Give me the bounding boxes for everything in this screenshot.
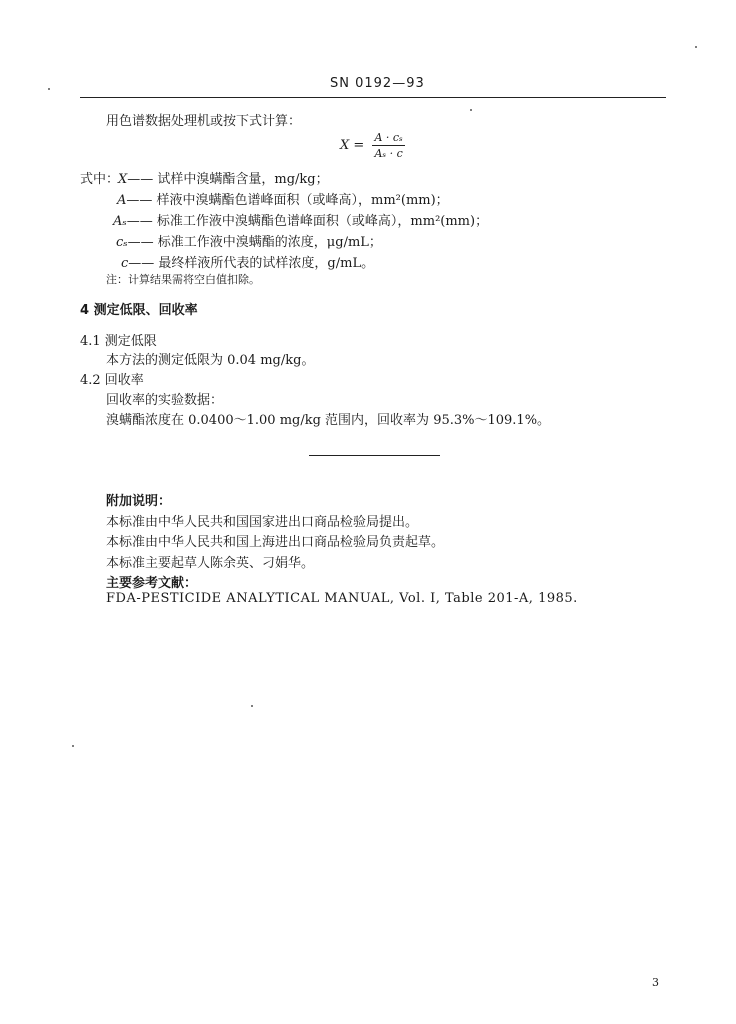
- section-4-2-text-1: 回收率的实验数据：: [106, 393, 224, 408]
- scan-speck: [470, 109, 472, 111]
- definition-text: —— 标准工作液中溴螨酯的浓度，μg/mL；: [127, 235, 382, 250]
- standard-code-header: SN 0192—93: [330, 76, 425, 91]
- definition-symbol: Aₛ: [113, 214, 127, 229]
- formula-denominator: Aₛ · c: [374, 147, 403, 160]
- appendix-title: 附加说明：: [106, 494, 172, 509]
- formula: [340, 131, 405, 160]
- header-rule: [80, 97, 666, 98]
- section-end-rule: [309, 455, 440, 456]
- section-4-2-heading: 4.2 回收率: [80, 373, 144, 388]
- definition-text: —— 试样中溴螨酯含量，mg/kg；: [127, 172, 329, 187]
- formula-fraction: [372, 131, 404, 160]
- scan-speck: [695, 46, 697, 48]
- definition-symbol: A: [117, 193, 127, 208]
- section-4-heading: 4 测定低限、回收率: [80, 303, 198, 318]
- definition-row: [117, 189, 449, 208]
- section-4-2-text-2: 溴螨酯浓度在 0.0400～1.00 mg/kg 范围内，回收率为 95.3%～109.1%。: [106, 413, 551, 428]
- section-4-1-text: 本方法的测定低限为 0.04 mg/kg。: [106, 353, 315, 368]
- definition-symbol: cₛ: [116, 235, 128, 250]
- appendix-line: 本标准主要起草人陈余英、刁娟华。: [106, 556, 315, 571]
- formula-lhs: X: [340, 138, 350, 153]
- where-label: 式中：: [80, 172, 120, 187]
- scan-speck: [251, 705, 253, 707]
- definition-row: [118, 168, 329, 187]
- definition-text: —— 最终样液所代表的试样浓度，g/mL。: [128, 256, 375, 271]
- definition-symbol: c: [121, 256, 129, 271]
- formula-numerator: A · cₛ: [374, 131, 403, 144]
- scan-speck: [72, 745, 74, 747]
- formula-eq: =: [353, 138, 365, 153]
- appendix-line: 本标准由中华人民共和国上海进出口商品检验局负责起草。: [106, 535, 445, 550]
- calc-intro: 用色谱数据处理机或按下式计算：: [106, 114, 302, 129]
- calc-note: 注：计算结果需将空白值扣除。: [106, 273, 260, 286]
- section-4-1-heading: 4.1 测定低限: [80, 334, 157, 349]
- appendix-line: 本标准由中华人民共和国国家进出口商品检验局提出。: [106, 515, 419, 530]
- definition-row: [121, 252, 374, 271]
- page-number: 3: [652, 976, 659, 989]
- definition-row: [116, 231, 382, 250]
- definition-symbol: X: [118, 172, 128, 187]
- definition-text: —— 样液中溴螨酯色谱峰面积（或峰高），mm²(mm)；: [126, 193, 449, 208]
- reference-item: FDA-PESTICIDE ANALYTICAL MANUAL, Vol. I, Table 201-A, 1985.: [106, 591, 578, 606]
- definition-row: [113, 210, 488, 229]
- scan-speck: [48, 88, 50, 90]
- definition-text: —— 标准工作液中溴螨酯色谱峰面积（或峰高），mm²(mm)；: [126, 214, 489, 229]
- references-title: 主要参考文献：: [106, 576, 198, 591]
